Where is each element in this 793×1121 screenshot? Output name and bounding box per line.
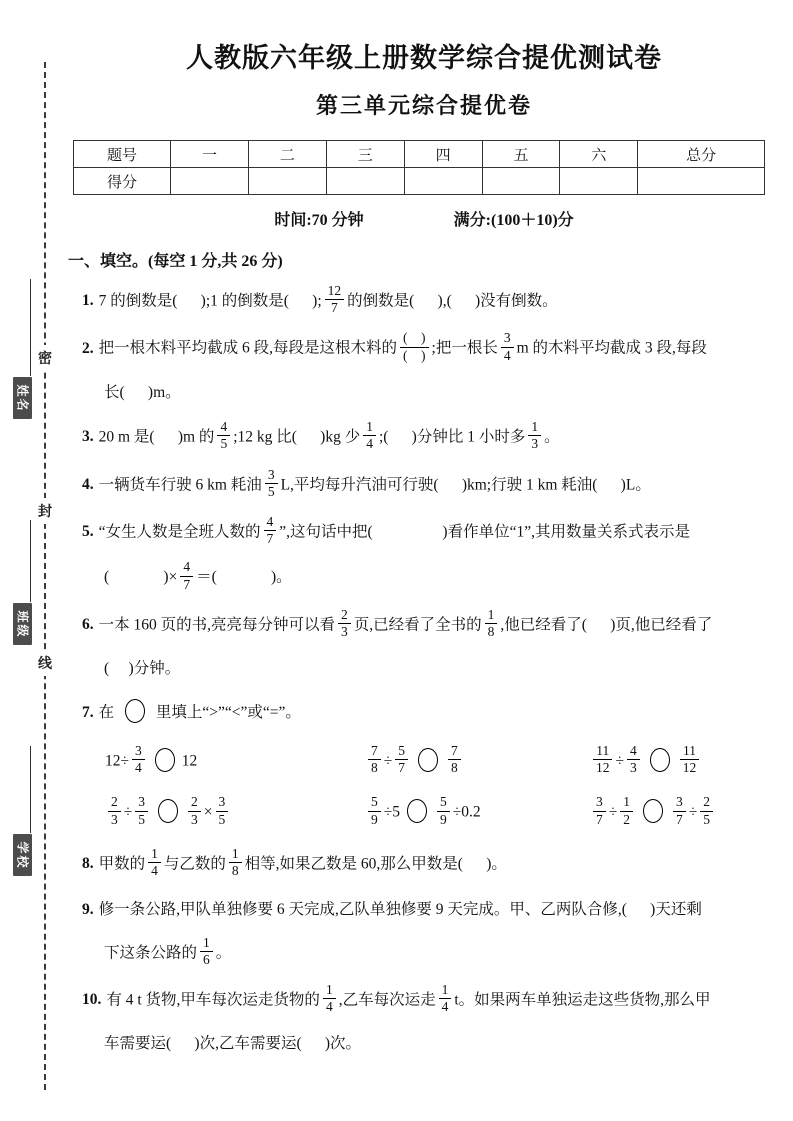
fraction: [217, 419, 230, 452]
score-table-empty-cell: [638, 168, 765, 195]
fraction-numerator: 11: [680, 743, 699, 760]
text-run: ÷: [383, 752, 393, 770]
school-writing-line: [30, 746, 31, 833]
text-run: ;12 kg 比( )kg 少: [233, 428, 361, 446]
question: [82, 466, 780, 502]
fraction-numerator: 2: [188, 794, 201, 811]
score-table-empty-cell: [560, 168, 638, 195]
class-label: 班级: [13, 603, 32, 645]
question: [82, 606, 780, 684]
fraction-numerator: 3: [135, 794, 148, 811]
fraction-numerator: ( ): [400, 330, 429, 347]
text-run: 甲数的: [98, 854, 146, 872]
question: [82, 285, 780, 318]
comparison-circle: [155, 748, 175, 772]
section-heading: 一、填空。(每空 1 分,共 26 分): [68, 253, 283, 270]
name-label: 姓名: [13, 377, 32, 419]
fraction: [180, 559, 193, 592]
fraction-numerator: 5: [368, 794, 381, 811]
fraction: [593, 743, 613, 776]
question-number: 9.: [82, 901, 94, 919]
fraction: [188, 794, 201, 827]
fraction-numerator: 2: [108, 794, 121, 811]
paper-content: [68, 0, 780, 1071]
question-line: [82, 606, 780, 642]
fraction-numerator: 1: [439, 982, 452, 999]
question: [82, 981, 780, 1059]
text-run: 与乙数的: [163, 854, 226, 872]
text-run: ( )分钟。: [104, 660, 181, 678]
text-run: ÷: [688, 803, 698, 821]
question-line: [82, 698, 780, 727]
fraction: [368, 794, 381, 827]
fraction-denominator: 4: [503, 347, 511, 363]
fraction-numerator: 1: [528, 419, 541, 436]
fraction: [264, 514, 277, 547]
fraction-denominator: 5: [138, 811, 146, 827]
fraction-numerator: 1: [485, 607, 498, 624]
fraction-denominator: 4: [135, 760, 142, 776]
fraction: [229, 846, 242, 879]
fraction-denominator: 9: [440, 811, 447, 827]
text-run: 把一根木料平均截成 6 段,每段是这根木料的: [98, 339, 398, 357]
text-run: 的倒数是( ),( )没有倒数。: [347, 292, 558, 310]
fraction: [627, 743, 640, 776]
fraction-denominator: 7: [398, 760, 406, 776]
score-table-score-row: [74, 168, 765, 195]
score-table-column-header: 三: [326, 141, 404, 168]
comparison-circle: [650, 748, 670, 772]
comparison-item: [105, 742, 365, 778]
question-number: 8.: [82, 854, 94, 872]
text-run: 。: [544, 428, 560, 446]
score-table-empty-cell: [248, 168, 326, 195]
text-run: ,他已经看了( )页,他已经看了: [500, 615, 713, 633]
fraction-numerator: 11: [593, 743, 612, 760]
question: [82, 845, 780, 881]
text-run: 12: [181, 752, 198, 770]
text-run: ÷5: [383, 803, 401, 821]
text-run: 相等,如果乙数是 60,那么甲数是( )。: [244, 854, 507, 872]
fraction-denominator: 8: [371, 760, 378, 776]
fraction-numerator: 3: [593, 794, 606, 811]
fraction-denominator: 12: [682, 760, 697, 776]
text-run: 长( )m。: [104, 383, 181, 401]
fraction-numerator: 1: [229, 846, 242, 863]
comparison-item: [590, 742, 780, 778]
question-line: [82, 845, 780, 881]
question-line: [82, 513, 780, 549]
question-line: [82, 378, 780, 407]
question-line: [82, 1029, 780, 1058]
fraction-denominator: 4: [366, 436, 373, 452]
text-run: ;把一根长: [431, 339, 498, 357]
fraction-numerator: 4: [217, 419, 230, 436]
text-run: ,乙车每次运走: [338, 991, 436, 1009]
fraction: [593, 794, 606, 827]
fraction: [395, 743, 408, 776]
score-table-empty-cell: [482, 168, 560, 195]
question-number: 10.: [82, 991, 102, 1009]
text-run: ＝( )。: [196, 568, 292, 586]
fraction: [439, 982, 452, 1015]
text-run: 一本 160 页的书,亮亮每分钟可以看: [98, 615, 336, 633]
fraction-denominator: 6: [203, 951, 210, 967]
fraction: [437, 794, 450, 827]
question-line: [82, 561, 780, 594]
score-table-empty-cell: [326, 168, 404, 195]
fraction-denominator: 5: [267, 483, 275, 499]
fraction-numerator: 4: [180, 559, 193, 576]
fraction: [620, 794, 633, 827]
seal-margin: [0, 0, 66, 1121]
fraction-denominator: 7: [266, 531, 274, 547]
question-number: 5.: [82, 523, 94, 541]
fraction-denominator: 7: [676, 811, 683, 827]
fraction-denominator: 2: [623, 811, 631, 827]
fraction: [680, 743, 700, 776]
text-run: ”,这句话中把( )看作单位“1”,其用数量关系式表示是: [279, 523, 690, 541]
fraction-numerator: 7: [368, 743, 381, 760]
text-run: m 的木料平均截成 3 段,每段: [516, 339, 707, 357]
fraction-denominator: 7: [183, 576, 191, 592]
fraction-denominator: 3: [191, 811, 198, 827]
text-run: ÷: [123, 803, 133, 821]
text-run: t。如果两车单独运走这些货物,那么甲: [454, 991, 711, 1009]
fraction-denominator: 4: [151, 862, 158, 878]
text-run: 在: [98, 703, 119, 721]
text-run: “女生人数是全班人数的: [98, 523, 261, 541]
score-table-column-header: 四: [404, 141, 482, 168]
fraction: [363, 419, 376, 452]
fraction: [325, 283, 345, 316]
score-table-column-header: 二: [248, 141, 326, 168]
fraction-numerator: 12: [325, 283, 345, 300]
score-table-header-row: [74, 141, 765, 168]
comparison-item: [105, 796, 365, 829]
fraction-numerator: 3: [132, 743, 145, 760]
score-table-header-label: 题号: [74, 141, 171, 168]
fraction-numerator: 4: [627, 743, 640, 760]
fraction: [200, 935, 213, 968]
score-table-empty-cell: [404, 168, 482, 195]
question: [82, 513, 780, 595]
fraction-numerator: 1: [363, 419, 376, 436]
score-table-column-header: 六: [560, 141, 638, 168]
questions-list: [82, 285, 780, 1059]
text-run: 下这条公路的: [104, 943, 198, 961]
comparison-item: [365, 796, 590, 829]
fraction-denominator: 5: [703, 811, 711, 827]
name-writing-line: [30, 279, 31, 376]
fraction-numerator: 5: [437, 794, 450, 811]
text-run: ;( )分钟比 1 小时多: [378, 428, 526, 446]
text-run: 12÷: [105, 752, 130, 770]
question: [82, 698, 780, 830]
fraction: [673, 794, 686, 827]
score-table-column-header: 一: [171, 141, 249, 168]
question-number: 7.: [82, 703, 94, 721]
text-run: 车需要运( )次,乙车需要运( )次。: [104, 1035, 362, 1053]
question-line: [82, 332, 780, 365]
text-run: 有 4 t 货物,甲车每次运走货物的: [106, 991, 320, 1009]
text-run: ÷: [615, 752, 625, 770]
fraction-numerator: 1: [620, 794, 633, 811]
fraction-denominator: 8: [451, 760, 458, 776]
fraction-numerator: 5: [395, 743, 408, 760]
fraction: [400, 330, 429, 363]
fraction-numerator: 3: [265, 467, 278, 484]
fraction-denominator: 8: [231, 862, 239, 878]
text-run: ÷: [608, 803, 618, 821]
comparison-row: [82, 796, 780, 829]
fraction-numerator: 1: [148, 846, 161, 863]
exam-time: 时间:70 分钟: [274, 212, 364, 229]
seal-char-mi: 密: [36, 345, 54, 371]
fraction-denominator: ( ): [403, 347, 426, 363]
question-line: [82, 466, 780, 502]
fraction-denominator: 3: [630, 760, 637, 776]
text-run: 修一条公路,甲队单独修要 6 天完成,乙队单独修要 9 天完成。甲、乙两队合修,( )天还剩: [98, 901, 702, 919]
fraction: [700, 794, 713, 827]
text-run: 。: [215, 943, 232, 961]
fraction-denominator: 5: [220, 436, 228, 452]
comparison-item: [590, 796, 780, 829]
text-run: ×: [203, 803, 213, 821]
seal-char-feng: 封: [36, 498, 54, 524]
fraction: [501, 330, 514, 363]
question-number: 1.: [82, 292, 94, 310]
fraction-numerator: 3: [216, 794, 229, 811]
score-table-empty-cell: [171, 168, 249, 195]
fraction-denominator: 5: [218, 811, 226, 827]
question-line: [82, 981, 780, 1017]
fraction-numerator: 2: [338, 607, 351, 624]
comparison-item: [365, 742, 590, 778]
comparison-circle: [158, 799, 178, 823]
fraction: [265, 467, 278, 500]
page-title: 人教版六年级上册数学综合提优测试卷: [186, 43, 662, 73]
fraction-numerator: 7: [448, 743, 461, 760]
comparison-circle: [418, 748, 438, 772]
comparison-circle: [643, 799, 663, 823]
score-table-column-header: 总分: [638, 141, 765, 168]
fraction-denominator: 4: [441, 999, 449, 1015]
text-run: 页,已经看了全书的: [353, 615, 482, 633]
question-line: [82, 285, 780, 318]
text-run: 里填上“>”“<”或“=”。: [152, 703, 301, 721]
question-line: [82, 895, 780, 924]
text-run: 一辆货车行驶 6 km 耗油: [98, 475, 262, 493]
fraction-numerator: 1: [323, 982, 336, 999]
seal-char-xian: 线: [36, 650, 54, 676]
question-number: 2.: [82, 339, 94, 357]
fraction: [148, 846, 161, 879]
fraction-denominator: 12: [596, 760, 610, 776]
question-line: [82, 654, 780, 683]
score-table-column-header: 五: [482, 141, 560, 168]
page-subtitle: 第三单元综合提优卷: [315, 93, 532, 118]
fraction: [338, 607, 351, 640]
fraction-denominator: 7: [596, 811, 603, 827]
question: [82, 332, 780, 407]
question-line: [82, 934, 780, 970]
fraction: [132, 743, 145, 776]
question: [82, 421, 780, 454]
fraction-numerator: 1: [200, 935, 213, 952]
seal-dashed-line: [44, 62, 46, 1090]
fraction-numerator: 3: [673, 794, 686, 811]
fraction-numerator: 2: [700, 794, 713, 811]
question-line: [82, 421, 780, 454]
question-number: 4.: [82, 475, 94, 493]
comparison-circle: [125, 699, 145, 723]
text-run: ÷0.2: [452, 803, 481, 821]
fraction: [528, 419, 541, 452]
exam-full-score: 满分:(100＋10)分: [453, 212, 574, 229]
question: [82, 895, 780, 970]
question-number: 3.: [82, 428, 94, 446]
text-run: 20 m 是( )m 的: [98, 428, 215, 446]
fraction: [323, 982, 336, 1015]
score-table: [73, 140, 765, 195]
fraction-denominator: 3: [531, 436, 539, 452]
fraction-denominator: 9: [371, 811, 378, 827]
text-run: 7 的倒数是( );1 的倒数是( );: [98, 292, 322, 310]
score-table-row-label: 得分: [74, 168, 171, 195]
fraction-denominator: 4: [325, 999, 333, 1015]
exam-info: [68, 207, 780, 230]
text-run: L,平均每升汽油可行驶( )km;行驶 1 km 耗油( )L。: [280, 475, 651, 493]
comparison-circle: [407, 799, 427, 823]
fraction-denominator: 8: [487, 623, 495, 639]
fraction-denominator: 3: [111, 811, 118, 827]
question-number: 6.: [82, 615, 94, 633]
fraction-numerator: 4: [264, 514, 277, 531]
fraction: [448, 743, 461, 776]
class-writing-line: [30, 520, 31, 602]
fraction: [108, 794, 121, 827]
comparison-row: [82, 742, 780, 778]
school-label: 学校: [13, 834, 32, 876]
fraction-numerator: 3: [501, 330, 514, 347]
fraction: [485, 607, 498, 640]
fraction-denominator: 3: [341, 623, 348, 639]
fraction: [135, 794, 148, 827]
text-run: ( )×: [104, 568, 178, 586]
fraction: [216, 794, 229, 827]
fraction-denominator: 7: [331, 300, 338, 316]
fraction: [368, 743, 381, 776]
